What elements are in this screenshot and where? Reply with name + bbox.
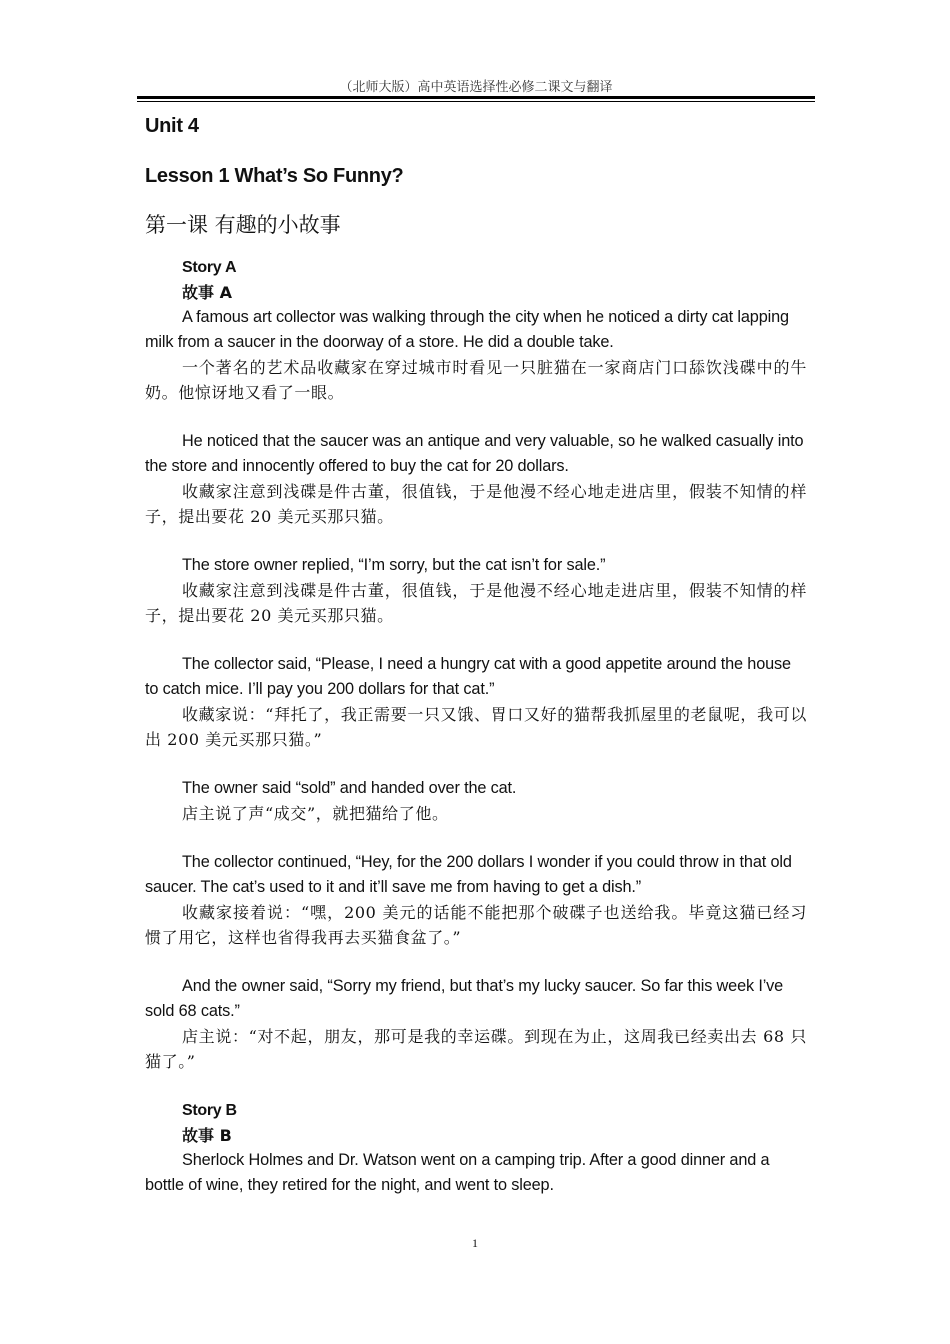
chinese-translation: 收藏家接着说：“嘿，200 美元的话能不能把那个破碟子也送给我。毕竟这猫已经习惯了用它，这样也省得我再去买猫食盆了。”	[145, 903, 807, 947]
story-b-title: Story B	[182, 1102, 237, 1119]
english-text: The owner said “sold” and handed over the cat.	[182, 779, 517, 797]
english-text: He noticed that the saucer was an antique and very valuable, so he walked casually into the store and innocently offered to buy the cat for 20 dollars.	[145, 432, 804, 475]
english-text: The store owner replied, “I’m sorry, but the cat isn’t for sale.”	[182, 556, 606, 574]
lesson-title: Lesson 1 What’s So Funny?	[145, 165, 404, 187]
unit-title: Unit 4	[145, 115, 199, 137]
story-a-title-chinese: 故事 A	[182, 283, 232, 302]
story-a-paragraph-3	[145, 553, 807, 628]
header-rule-thick	[137, 96, 815, 99]
story-a-paragraph-7	[145, 974, 807, 1074]
chinese-translation: 收藏家说：“拜托了，我正需要一只又饿、胃口又好的猫帮我抓屋里的老鼠呢，我可以出 200 美元买那只猫。”	[145, 705, 807, 749]
chinese-translation: 一个著名的艺术品收藏家在穿过城市时看见一只脏猫在一家商店门口舔饮浅碟中的牛奶。他惊讶地又看了一眼。	[145, 358, 807, 402]
story-b-section	[145, 1098, 807, 1198]
english-text: A famous art collector was walking through the city when he noticed a dirty cat lapping milk from a saucer in the doorway of a store. He did a double take.	[145, 308, 789, 351]
story-b-title-chinese: 故事 B	[182, 1126, 232, 1145]
english-text: The collector said, “Please, I need a hungry cat with a good appetite around the house to catch mice. I’ll pay you 200 dollars for that cat.”	[145, 655, 791, 698]
english-text: Sherlock Holmes and Dr. Watson went on a camping trip. After a good dinner and a bottle of wine, they retired for the night, and went to sleep.	[145, 1151, 770, 1194]
story-a-section	[145, 255, 807, 1074]
story-a-paragraph-1	[145, 305, 807, 405]
chinese-translation: 店主说了声“成交”，就把猫给了他。	[182, 804, 449, 823]
chinese-translation: 店主说：“对不起，朋友，那可是我的幸运碟。到现在为止，这周我已经卖出去 68 只猫了。”	[145, 1027, 807, 1071]
english-text: The collector continued, “Hey, for the 200 dollars I wonder if you could throw in that old saucer. The cat’s used to it and it’ll save me from having to get a dish.”	[145, 853, 792, 896]
page-number: 1	[472, 1236, 478, 1250]
chinese-translation: 收藏家注意到浅碟是件古董，很值钱，于是他漫不经心地走进店里，假装不知情的样子，提出要花 20 美元买那只猫。	[145, 482, 807, 526]
lesson-title-chinese: 第一课 有趣的小故事	[145, 213, 341, 237]
page-content	[145, 109, 807, 1198]
story-a-paragraph-6	[145, 850, 807, 950]
page-header: （北师大版）高中英语选择性必修二课文与翻译	[339, 80, 613, 95]
english-text: And the owner said, “Sorry my friend, but that’s my lucky saucer. So far this week I’ve sold 68 cats.”	[145, 977, 784, 1020]
story-a-paragraph-2	[145, 429, 807, 529]
story-a-paragraph-4	[145, 652, 807, 752]
story-a-paragraph-5	[145, 776, 807, 826]
story-a-title: Story A	[182, 259, 237, 276]
header-rule-thin	[137, 101, 815, 102]
chinese-translation: 收藏家注意到浅碟是件古董，很值钱，于是他漫不经心地走进店里，假装不知情的样子，提出要花 20 美元买那只猫。	[145, 581, 807, 625]
